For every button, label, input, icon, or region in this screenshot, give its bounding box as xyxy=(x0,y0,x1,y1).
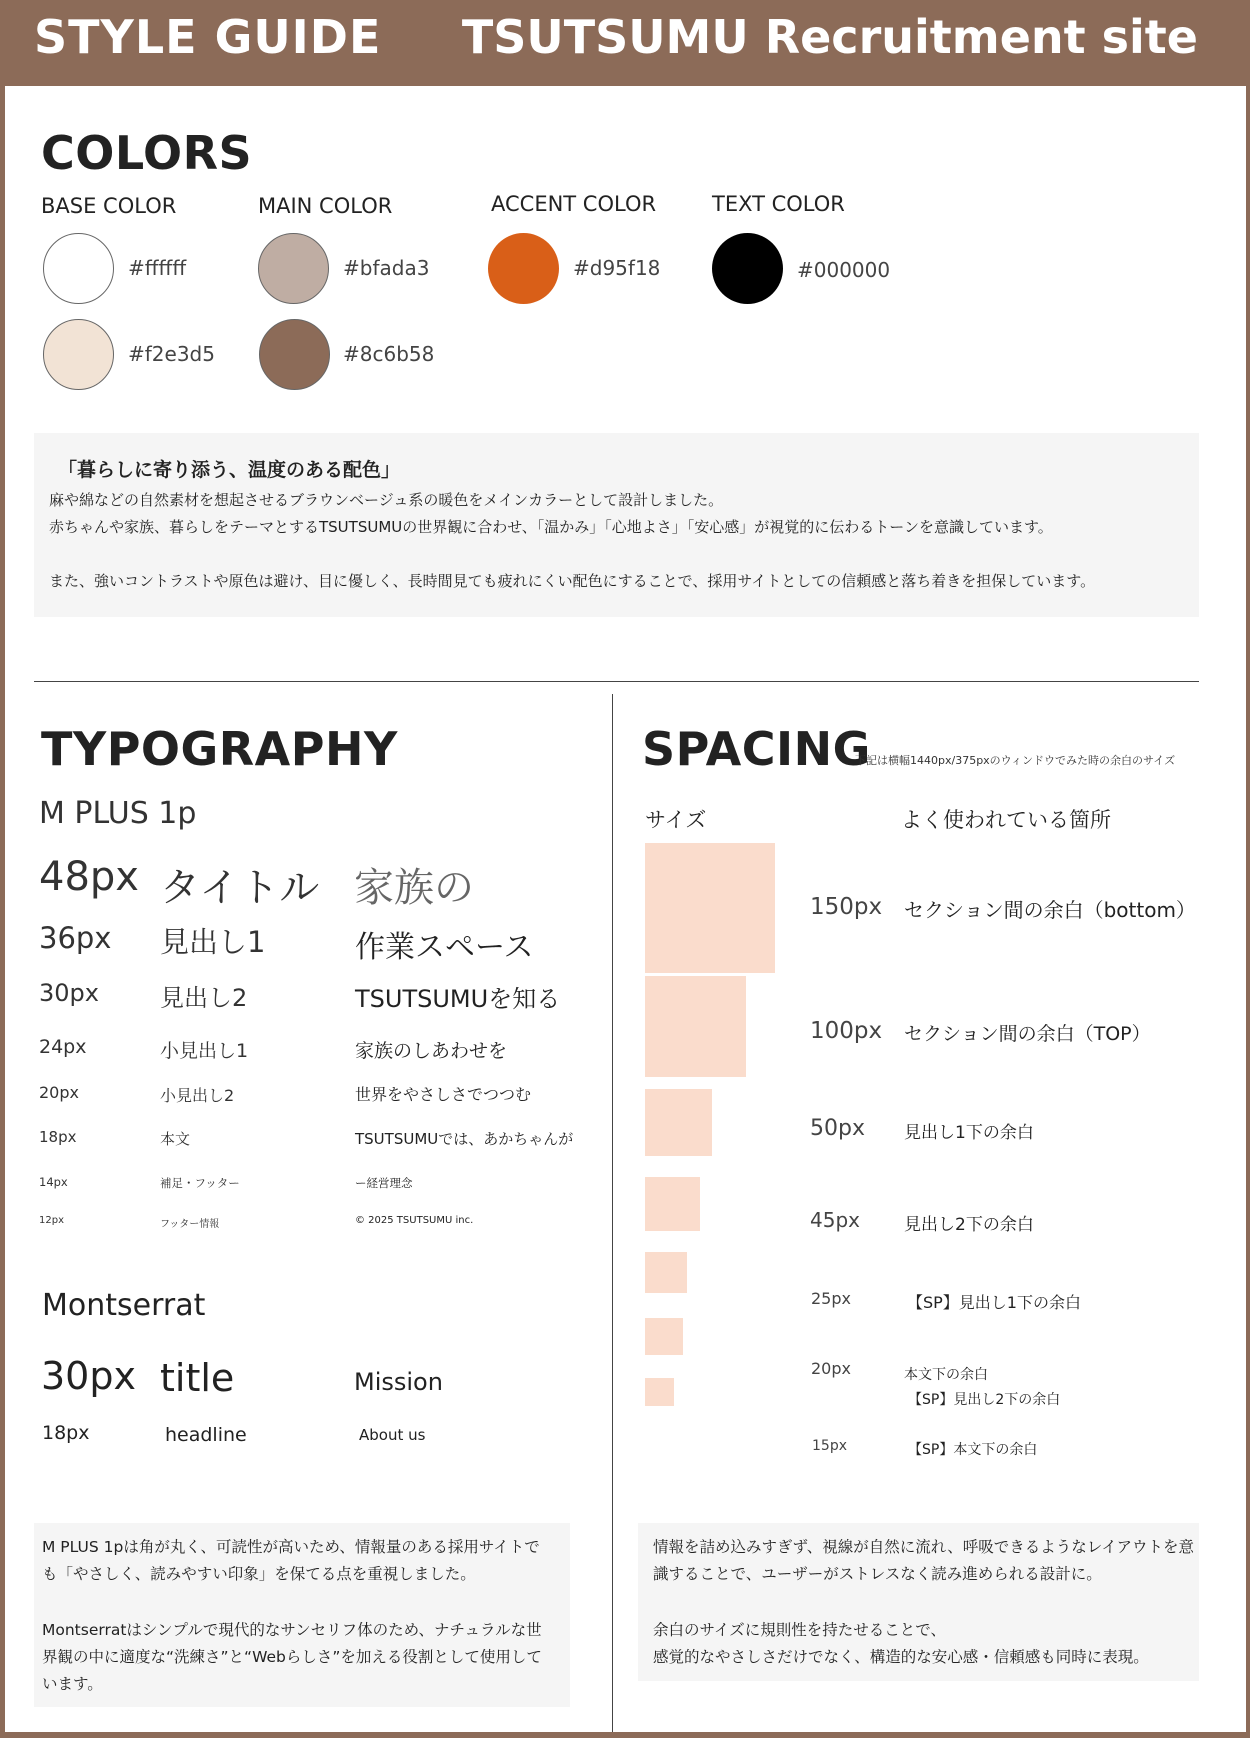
spacing-size-50: 50px xyxy=(810,1116,865,1141)
hex-main-greige: #bfada3 xyxy=(343,256,430,280)
spacing-usage-20: 本文下の余白 xyxy=(904,1367,988,1383)
text-color-label: TEXT COLOR xyxy=(712,192,845,216)
typography-note-box xyxy=(34,1523,570,1707)
hex-accent-orange: #d95f18 xyxy=(573,256,661,280)
typo-role-18: 本文 xyxy=(160,1130,191,1148)
main-color-label: MAIN COLOR xyxy=(258,194,393,218)
spacing-note-line-3: 余白のサイズに規則性を持たせることで、 xyxy=(653,1621,946,1639)
typo-role-20: 小見出し2 xyxy=(160,1086,235,1105)
spacing-note-line-4: 感覚的なやさしさだけでなく、構造的な安心感・信頼感も同時に表現。 xyxy=(653,1648,1149,1666)
typo-en-size-18: 18px xyxy=(42,1422,90,1444)
font-name-montserrat: Montserrat xyxy=(42,1288,206,1323)
typo-sample-30: TSUTSUMUを知る xyxy=(355,985,561,1013)
typo-role-12: フッター情報 xyxy=(160,1219,220,1230)
spacing-note-line-2: 識することで、ユーザーがストレスなく読み進められる設計に。 xyxy=(653,1565,1102,1583)
spacing-size-150: 150px xyxy=(810,894,883,920)
typo-size-18: 18px xyxy=(39,1128,77,1146)
typo-size-14: 14px xyxy=(39,1175,68,1189)
spacing-box-25 xyxy=(645,1252,687,1293)
column-divider xyxy=(612,694,613,1732)
typography-note-line-5: います。 xyxy=(42,1675,103,1693)
typo-en-role-30: title xyxy=(160,1356,235,1400)
spacing-usage-50: 見出し1下の余白 xyxy=(904,1123,1034,1143)
swatch-accent-orange xyxy=(488,233,559,304)
hex-main-brown: #8c6b58 xyxy=(343,342,435,366)
colors-note-line-3: また、強いコントラストや原色は避け、目に優しく、長時間見ても疲れにくい配色にすることで、採用サイトとしての信頼感と落ち着きを担保しています。 xyxy=(49,572,1096,590)
typo-en-sample-18: About us xyxy=(359,1426,426,1444)
swatch-base-white xyxy=(43,233,114,304)
spacing-box-45 xyxy=(645,1177,700,1231)
typo-role-14: 補足・フッター xyxy=(160,1176,240,1190)
spacing-size-15: 15px xyxy=(812,1438,847,1454)
spacing-heading: SPACING xyxy=(642,722,871,776)
typo-sample-12: © 2025 TSUTSUMU inc. xyxy=(355,1215,474,1226)
typo-size-24: 24px xyxy=(39,1036,87,1058)
style-guide-title: STYLE GUIDE xyxy=(34,10,382,64)
swatch-base-beige xyxy=(43,319,114,390)
typo-size-36: 36px xyxy=(39,921,112,955)
typo-size-30: 30px xyxy=(39,979,99,1007)
hex-base-beige: #f2e3d5 xyxy=(128,342,215,366)
typo-role-30: 見出し2 xyxy=(160,984,248,1012)
spacing-col-size: サイズ xyxy=(645,808,707,832)
spacing-size-25: 25px xyxy=(811,1289,851,1308)
header-bar xyxy=(0,0,1250,86)
typo-role-48: タイトル xyxy=(160,865,320,911)
typography-heading: TYPOGRAPHY xyxy=(41,722,398,776)
typo-size-12: 12px xyxy=(39,1215,64,1226)
spacing-usage-15: 【SP】本文下の余白 xyxy=(908,1442,1038,1458)
colors-heading: COLORS xyxy=(41,126,253,180)
hex-base-white: #ffffff xyxy=(128,256,187,280)
typo-sample-14: ー経営理念 xyxy=(355,1176,413,1190)
spacing-size-45: 45px xyxy=(810,1208,860,1232)
typo-sample-36: 作業スペース xyxy=(355,930,534,965)
site-title: TSUTSUMU Recruitment site xyxy=(461,10,1198,64)
font-name-mplus: M PLUS 1p xyxy=(39,796,197,831)
accent-color-label: ACCENT COLOR xyxy=(491,192,657,216)
spacing-col-usage: よく使われている箇所 xyxy=(901,808,1111,832)
typo-sample-18: TSUTSUMUでは、あかちゃんが xyxy=(355,1130,574,1148)
typography-note-line-4: 界観の中に適度な“洗練さ”と“Webらしさ”を加える役割として使用して xyxy=(42,1648,542,1666)
colors-note-line-1: 麻や綿などの自然素材を想起させるブラウンベージュ系の暖色をメインカラーとして設計しました。 xyxy=(49,491,724,509)
colors-note-line-2: 赤ちゃんや家族、暮らしをテーマとするTSUTSUMUの世界観に合わせ、「温かみ」「心地よさ」「安心感」が視覚的に伝わるトーンを意識しています。 xyxy=(49,518,1053,536)
section-divider xyxy=(34,681,1199,682)
hex-text-black: #000000 xyxy=(797,258,891,282)
typo-role-24: 小見出し1 xyxy=(160,1040,249,1062)
typography-note-line-3: Montserratはシンプルで現代的なサンセリフ体のため、ナチュラルな世 xyxy=(42,1621,542,1639)
spacing-usage-25: 【SP】見出し1下の余白 xyxy=(907,1293,1081,1312)
typography-note-line-2: も「やさしく、読みやすい印象」を保てる点を重視しました。 xyxy=(42,1565,476,1583)
spacing-size-20: 20px xyxy=(811,1359,851,1378)
spacing-box-15 xyxy=(645,1378,674,1406)
spacing-box-20 xyxy=(645,1318,683,1355)
base-color-label: BASE COLOR xyxy=(41,194,177,218)
typo-size-20: 20px xyxy=(39,1083,79,1102)
typography-note-line-1: M PLUS 1pは角が丸く、可読性が高いため、情報量のある採用サイトで xyxy=(42,1538,540,1556)
colors-note-title: 「暮らしに寄り添う、温度のある配色」 xyxy=(58,459,401,481)
spacing-caption: 下記は横幅1440px/375pxのウィンドウでみた時の余白のサイズ xyxy=(855,754,1176,767)
spacing-note-box xyxy=(638,1523,1199,1681)
typo-sample-48: 家族の xyxy=(354,865,474,911)
spacing-box-100 xyxy=(645,976,746,1077)
typo-size-48: 48px xyxy=(39,854,139,900)
spacing-box-150 xyxy=(645,843,775,973)
typo-role-36: 見出し1 xyxy=(160,925,266,959)
typo-en-size-30: 30px xyxy=(41,1354,136,1398)
spacing-usage-150: セクション間の余白（bottom） xyxy=(904,898,1196,922)
typo-en-sample-30: Mission xyxy=(354,1368,443,1396)
typo-sample-20: 世界をやさしさでつつむ xyxy=(355,1085,532,1104)
spacing-usage-100: セクション間の余白（TOP） xyxy=(904,1023,1151,1045)
swatch-text-black xyxy=(712,233,783,304)
style-guide-sheet xyxy=(5,86,1246,1732)
spacing-size-100: 100px xyxy=(810,1018,883,1044)
typo-sample-24: 家族のしあわせを xyxy=(355,1040,508,1062)
swatch-main-greige xyxy=(258,233,329,304)
spacing-usage-45: 見出し2下の余白 xyxy=(904,1215,1034,1235)
colors-note-box xyxy=(34,433,1199,617)
spacing-box-50 xyxy=(645,1089,712,1156)
swatch-main-brown xyxy=(259,319,330,390)
typo-en-role-18: headline xyxy=(165,1424,247,1446)
spacing-usage-20-sp: 【SP】見出し2下の余白 xyxy=(908,1392,1061,1408)
spacing-note-line-1: 情報を詰め込みすぎず、視線が自然に流れ、呼吸できるようなレイアウトを意 xyxy=(653,1538,1194,1556)
